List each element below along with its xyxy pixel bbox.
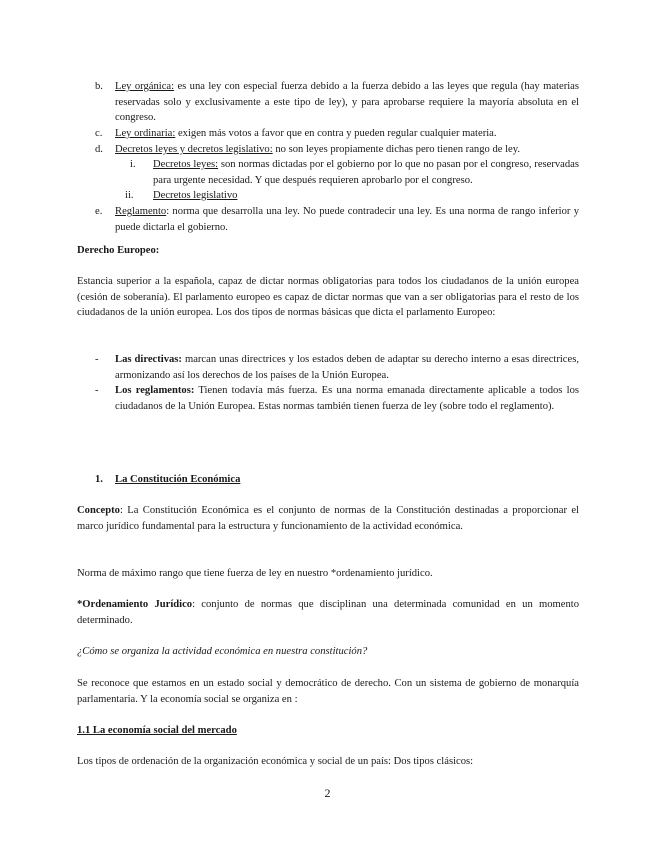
term-ordenamiento: *Ordenamiento Jurídico [77, 599, 193, 610]
paragraph-norma: Norma de máximo rango que tiene fuerza de ley en nuestro *ordenamiento jurídico. [77, 568, 433, 579]
term-reglamentos: Los reglamentos: [115, 385, 195, 396]
term-directivas: Las directivas: [115, 354, 182, 365]
list-marker: d. [95, 144, 103, 155]
paragraph-tipos: Los tipos de ordenación de la organización económica y social de un país: Dos tipos clásicos: [77, 756, 474, 767]
term-ley-organica: Ley orgánica: [115, 81, 175, 92]
paragraph-derecho-europeo: Estancia superior a la española, capaz de dictar normas obligatorias para todos los ciudadanos de la unión europea (cesión de soberanía). El parlamento europeo es capaz de dictar normas que van a ser obligatorias para el resto de los ciudadanos de la unión europea. Los dos tipos de normas básicas que dicta el parlamento Europeo: [77, 276, 579, 318]
term-reglamento: Reglamento [115, 206, 167, 217]
paragraph-answer: Se reconoce que estamos en un estado social y democrático de derecho. Con un sistema de gobierno de monarquía parlamentaria. Y la economía social se organiza en : [77, 678, 579, 705]
list-text: no son leyes propiamente dichas pero tienen rango de ley. [272, 144, 520, 155]
term-decretos-leyes: Decretos leyes: [153, 159, 219, 170]
ordenamiento-text: : conjunto de normas que disciplinan una determinada comunidad en un momento determinado. [77, 599, 579, 626]
page-number: 2 [324, 786, 331, 800]
bullet-text: marcan unas directrices y los estados deben de adaptar su derecho interno a esas directrices, armonizando así los derechos de los países de la Unión Europea. [115, 354, 579, 381]
list-text: es una ley con especial fuerza debido a la fuerza debido a las leyes que regula (hay materias reservadas solo y exclusivamente a este tipo de ley), y para aprobarse requiere la mayoría absoluta en el congreso. [115, 81, 579, 123]
bullet-text: Tienen todavía más fuerza. Es una norma emanada directamente aplicable a todos los ciudadanos de la Unión Europea. Estas normas también tienen fuerza de ley (sobre todo el reglamento). [115, 385, 579, 412]
term-concepto: Concepto [77, 505, 120, 516]
bullet-marker: - [95, 385, 99, 396]
term-decretos-legislativo: Decretos legislativo [153, 190, 238, 201]
list-marker: ii. [125, 190, 134, 201]
paragraph-concepto [77, 503, 579, 534]
section-number: 1. [95, 474, 103, 485]
bullet-marker: - [95, 354, 99, 365]
term-decretos: Decretos leyes y decretos legislativo: [115, 144, 273, 155]
term-ley-ordinaria: Ley ordinaria: [115, 128, 176, 139]
list-marker: i. [130, 159, 136, 170]
section-title: La Constitución Económica [115, 474, 241, 485]
heading-derecho-europeo: Derecho Europeo: [77, 245, 160, 256]
list-text: son normas dictadas por el gobierno por lo que no pasan por el congreso, reservadas para urgente necesidad. Y que después requieren aprobarlo por el congreso. [153, 159, 579, 186]
list-marker: e. [95, 206, 103, 217]
list-text: : norma que desarrolla una ley. No puede contradecir una ley. Es una norma de rango inferior y puede dictarla el gobierno. [115, 206, 579, 233]
section-heading-1-1: 1.1 La economía social del mercado [77, 725, 237, 736]
list-marker: c. [95, 128, 103, 139]
list-text: exigen más votos a favor que en contra y pueden regular cualquier materia. [175, 128, 497, 139]
paragraph-ordenamiento [77, 597, 579, 628]
concepto-text: : La Constitución Económica es el conjunto de normas de la Constitución destinadas a proporcionar el marco jurídico fundamental para la estructura y funcionamiento de la actividad económica. [77, 505, 579, 532]
list-marker: b. [95, 81, 103, 92]
question-text: ¿Cómo se organiza la actividad económica en nuestra constitución? [77, 646, 368, 657]
